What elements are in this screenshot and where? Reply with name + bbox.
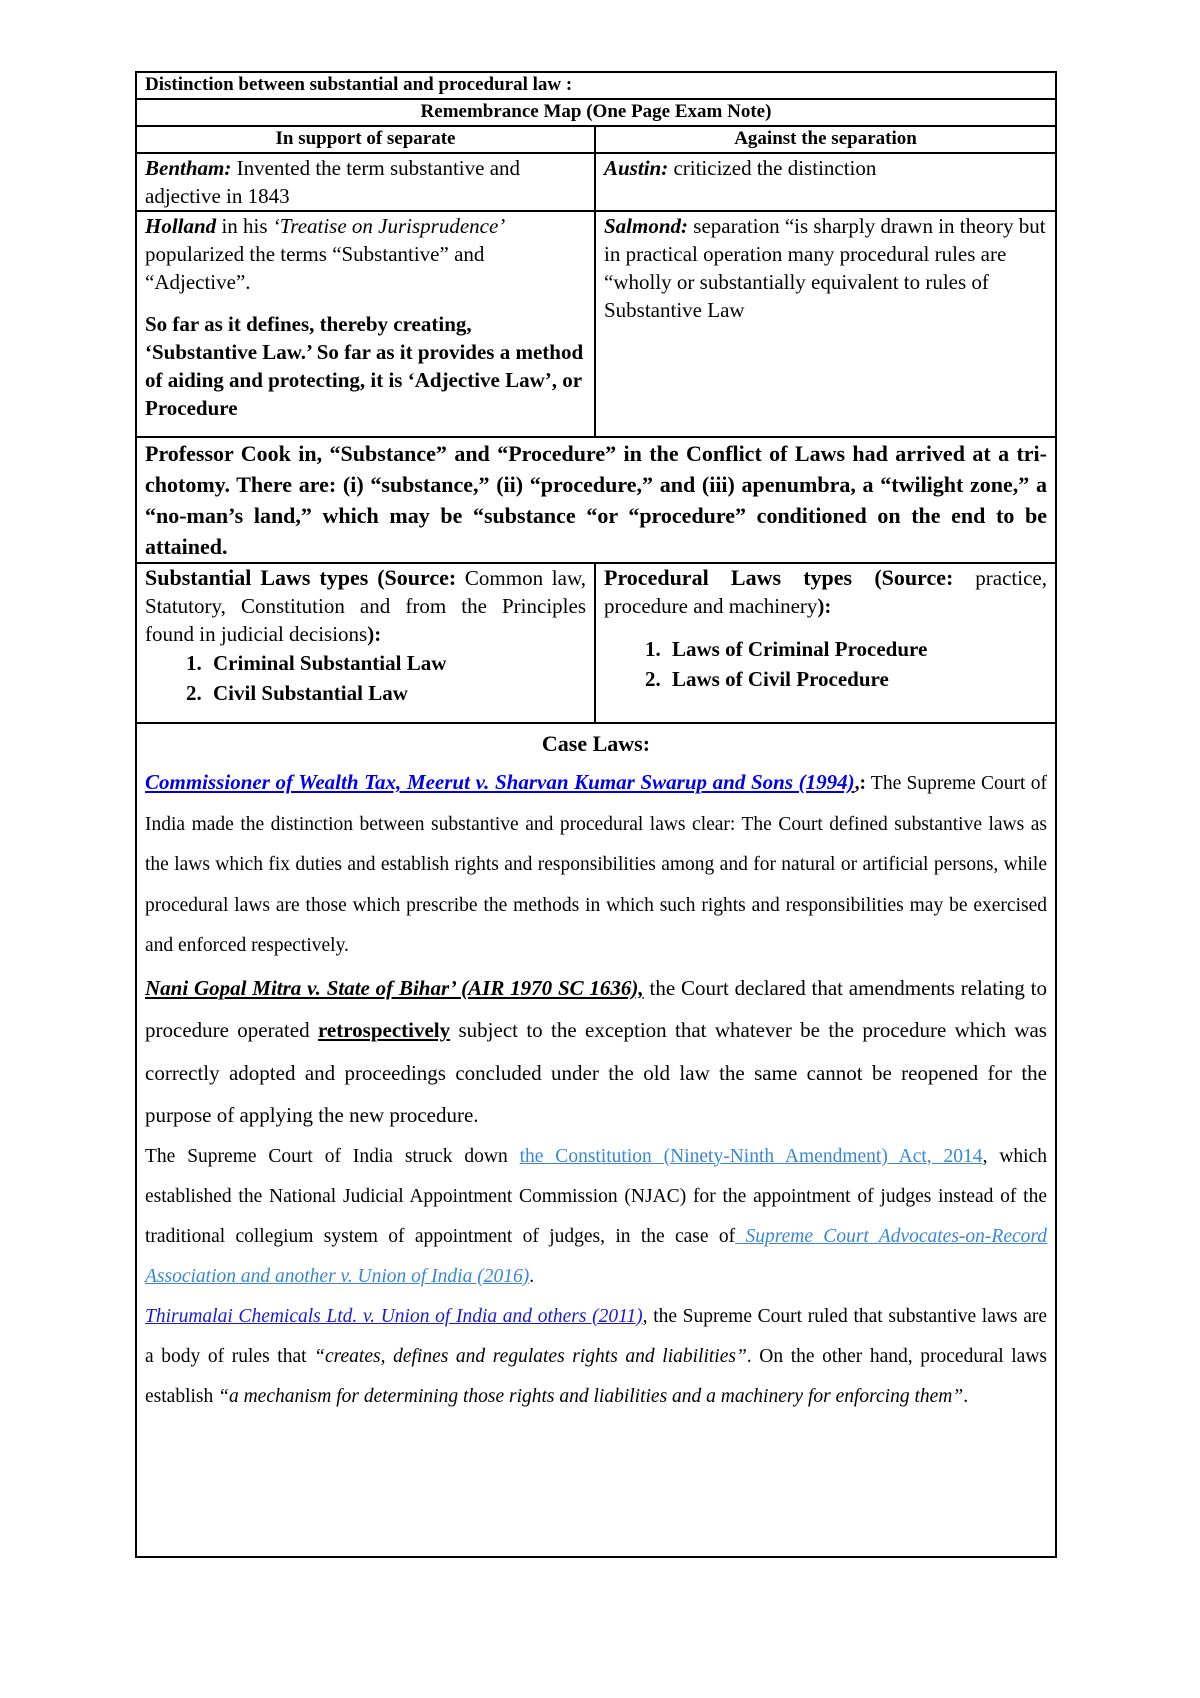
- thirumalai-quote1: “creates, defines and regulates rights and liabilities”: [314, 1345, 747, 1367]
- thirumalai-end: .: [963, 1385, 969, 1407]
- nani-gopal-text1: the Court declared that amendments relating to procedure operated: [145, 975, 1047, 1042]
- austin-cell: [595, 153, 1056, 211]
- advocates-record-link[interactable]: Supreme Court Advocates-on-Record Association and another v. Union of India (2016): [145, 1225, 1048, 1287]
- doc-title: Distinction between substantial and procedural law :: [136, 72, 1056, 99]
- nani-gopal-link[interactable]: Nani Gopal Mitra v. State of Bihar’ (AIR 1970 SC 1636),: [145, 975, 644, 1000]
- retrospectively-word: retrospectively: [317, 1018, 451, 1042]
- case-thirumalai: [145, 1297, 1047, 1417]
- wealth-tax-text: The Supreme Court of India made the distinction between substantive and procedural laws clear: The Court defined substantive laws as the laws which fix duties and establish rights and responsibilities among and for natural or artificial persons, while procedural laws are those which prescribe the methods in which such rights and responsibilities may be exercised and enforced respectively.: [145, 773, 1047, 956]
- subtitle-row: [136, 99, 1056, 126]
- wealth-tax-punct: ,:: [854, 773, 866, 794]
- nani-gopal-text2: subject to the exception that whatever be the procedure which was correctly adopted and proceedings concluded under the old law the same cannot be reopened for the purpose of applying the new procedure.: [145, 1018, 1047, 1127]
- column-header-row: [136, 126, 1056, 153]
- notes-table: [135, 71, 1057, 1558]
- salmond-text: separation “is sharply drawn in theory but in practical operation many procedural rules are “wholly or substantially equivalent to rules of Substantive Law: [604, 214, 1046, 322]
- substantial-heading: Substantial Laws types (Source:: [145, 565, 457, 590]
- case-nani-gopal: [145, 967, 1047, 1137]
- case-laws-row: [136, 723, 1056, 1557]
- austin-text: criticized the distinction: [668, 156, 877, 180]
- bentham-text: Invented the term substantive and adjective in 1843: [145, 156, 521, 208]
- austin-name: Austin:: [604, 156, 669, 180]
- njac-text2: , which established the National Judicial Appointment Commission (NJAC) for the appointment of judges instead of the traditional collegium system of appointment of judges, in the case of: [145, 1145, 1047, 1247]
- procedural-heading: Procedural Laws types (Source:: [604, 565, 954, 590]
- njac-text1: The Supreme Court of India struck down: [145, 1145, 520, 1167]
- holland-in: in his: [216, 214, 273, 238]
- thirumalai-quote2: “a mechanism for determining those rights and liabilities and a machinery for enforcing them”: [218, 1385, 964, 1407]
- thirumalai-link[interactable]: Thirumalai Chemicals Ltd. v. Union of India and others (2011): [145, 1305, 643, 1327]
- substantial-list: [145, 648, 586, 708]
- holland-definition: So far as it defines, thereby creating, ‘Substantive Law.’ So far as it provides a method of aiding and protecting, it is ‘Adjective Law’, or Procedure: [145, 312, 584, 420]
- doc-subtitle: Remembrance Map (One Page Exam Note): [136, 99, 1056, 126]
- title-row: [136, 72, 1056, 99]
- thirumalai-text1: , the Supreme Court ruled that substantive laws are a body of rules that: [145, 1305, 1047, 1367]
- thirumalai-text2: . On the other hand, procedural laws establish: [145, 1345, 1048, 1407]
- wealth-tax-link[interactable]: Commissioner of Wealth Tax, Meerut v. Sharvan Kumar Swarup and Sons (1994): [145, 770, 855, 794]
- procedural-source: practice, procedure and machinery: [604, 566, 1047, 618]
- substantial-intro: [145, 564, 586, 648]
- holland-name: Holland: [145, 214, 217, 238]
- against-header: Against the separation: [595, 126, 1056, 153]
- substantial-close: ):: [367, 622, 382, 646]
- substantial-source: Common law, Statutory, Constitution and from the Principles found in judicial decisions: [145, 566, 586, 646]
- procedural-intro: [604, 564, 1047, 620]
- procedural-cell: [595, 563, 1056, 723]
- holland-book: ‘Treatise on Jurisprudence’: [272, 214, 506, 238]
- list-item: 1. Criminal Substantial Law: [207, 648, 586, 678]
- holland-text: popularized the terms “Substantive” and “Adjective”.: [145, 242, 485, 294]
- case-njac: [145, 1137, 1047, 1297]
- list-item: 2. Civil Substantial Law: [207, 678, 586, 708]
- case-laws-cell: [136, 723, 1056, 1557]
- bentham-name: Bentham:: [145, 156, 232, 180]
- cook-text: Professor Cook in, “Substance” and “Procedure” in the Conflict of Laws had arrived at a tri- chotomy. There are: (i) “substance,” (ii) “procedure,” and (iii) apenumbra, a “twilight zone,” a “no-man’s land,” which may be “substance “or “procedure” conditioned on the end to be attained.: [136, 437, 1056, 563]
- procedural-close: ):: [817, 594, 832, 618]
- case-wealth-tax: [145, 762, 1047, 967]
- substantial-cell: [136, 563, 595, 723]
- law-types-row: [136, 563, 1056, 723]
- salmond-cell: [595, 211, 1056, 437]
- holland-para: [145, 212, 586, 296]
- holland-salmond-row: [136, 211, 1056, 437]
- salmond-name: Salmond:: [604, 214, 689, 238]
- njac-end: .: [529, 1265, 535, 1287]
- support-header: In support of separate: [136, 126, 595, 153]
- list-item: 1. Laws of Criminal Procedure: [666, 634, 1047, 664]
- bentham-austin-row: [136, 153, 1056, 211]
- holland-cell: [136, 211, 595, 437]
- cook-row: [136, 437, 1056, 563]
- case-laws-heading: Case Laws:: [541, 731, 651, 756]
- bentham-cell: [136, 153, 595, 211]
- amendment-act-link[interactable]: the Constitution (Ninety-Ninth Amendment) Act, 2014: [519, 1145, 983, 1167]
- procedural-list: [604, 634, 1047, 694]
- list-item: 2. Laws of Civil Procedure: [666, 664, 1047, 694]
